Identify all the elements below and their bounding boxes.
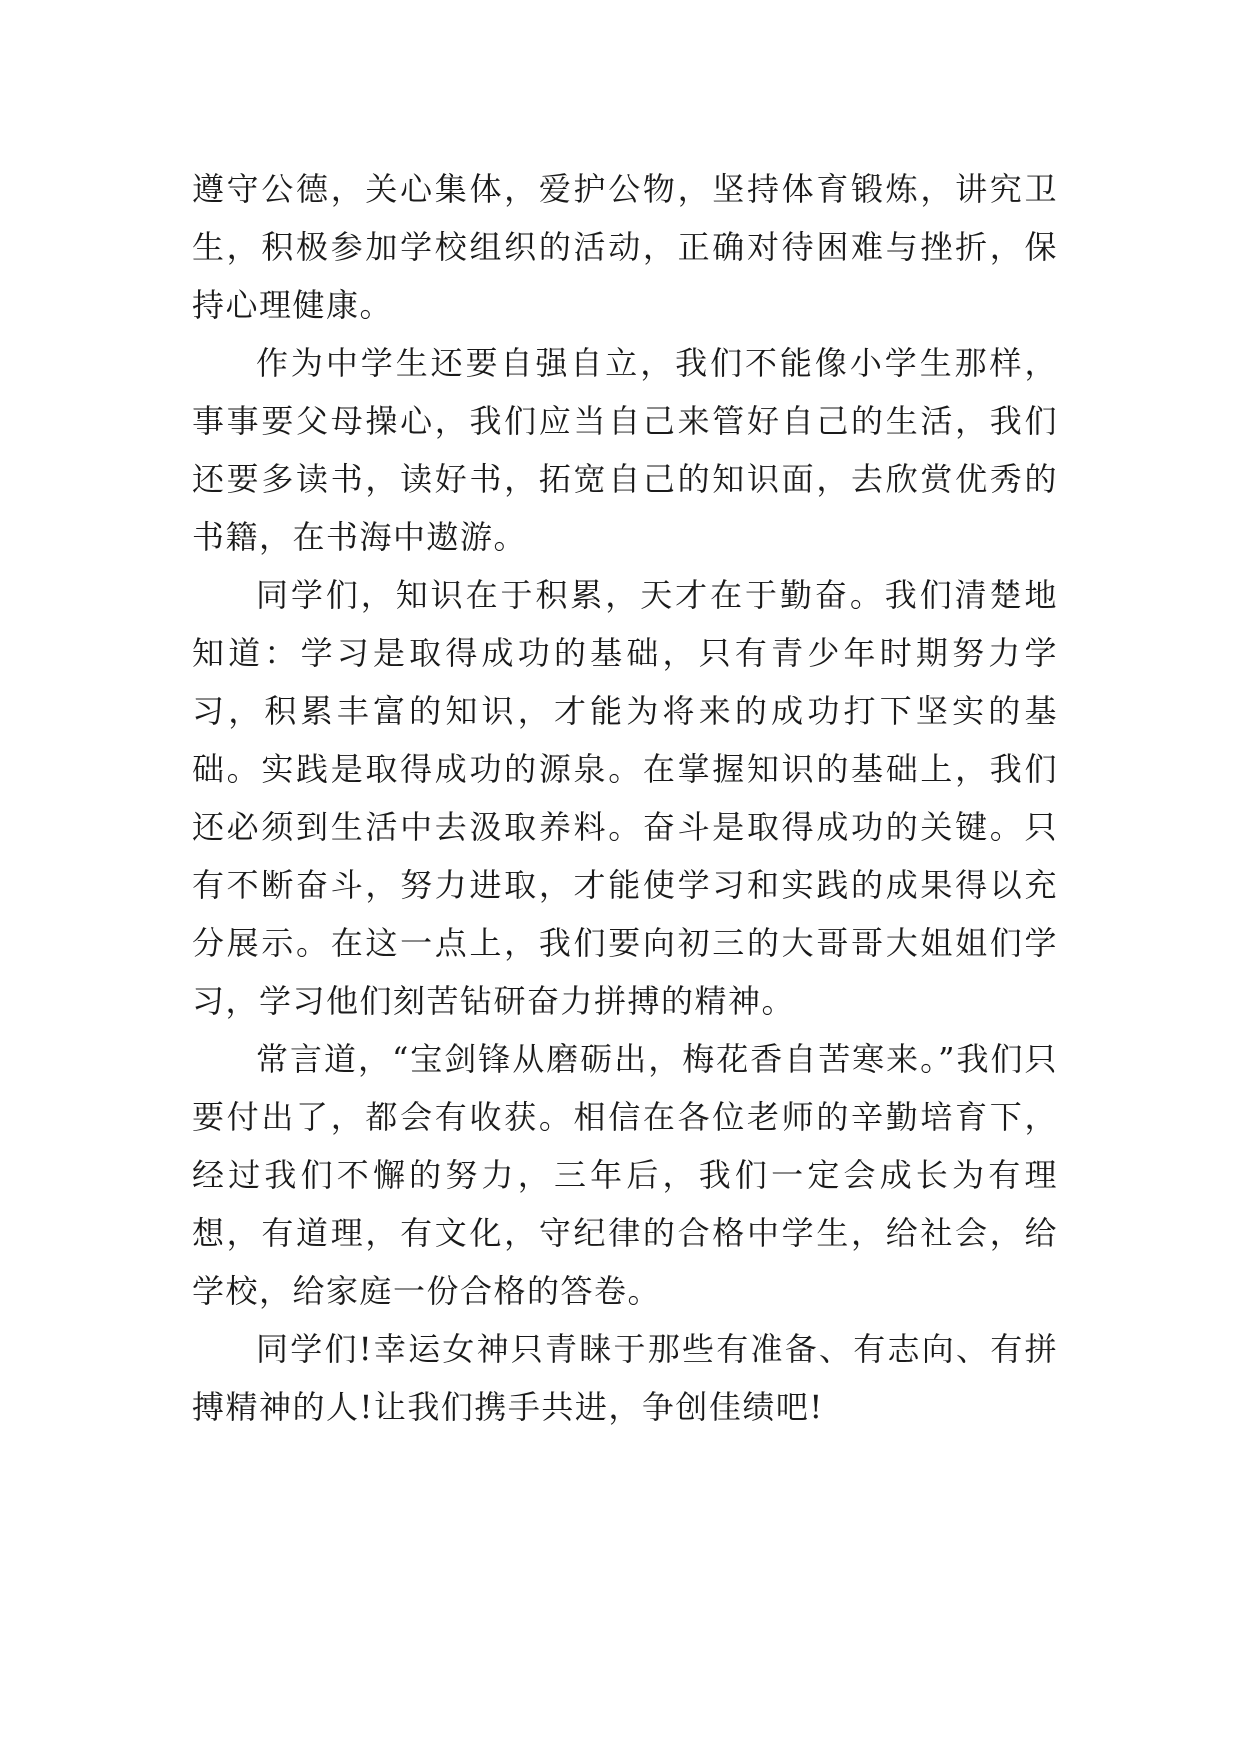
paragraph-4: 常言道，“宝剑锋从磨砺出，梅花香自苦寒来。”我们只要付出了，都会有收获。相信在各位老师的辛勤培育下，经过我们不懈的努力，三年后，我们一定会成长为有理想，有道理，有文化，守纪律的合格中学生，给社会，给学校，给家庭一份合格的答卷。 [192, 1040, 1058, 1310]
paragraph-2: 作为中学生还要自强自立，我们不能像小学生那样，事事要父母操心，我们应当自己来管好自己的生活，我们还要多读书，读好书，拓宽自己的知识面，去欣赏优秀的书籍，在书海中遨游。 [192, 344, 1058, 556]
paragraph-5: 同学们!幸运女神只青睐于那些有准备、有志向、有拼搏精神的人!让我们携手共进，争创佳绩吧! [192, 1330, 1058, 1426]
document-body [192, 160, 1058, 1436]
paragraph-1: 遵守公德，关心集体，爱护公物，坚持体育锻炼，讲究卫生，积极参加学校组织的活动，正确对待困难与挫折，保持心理健康。 [192, 170, 1058, 324]
paragraph-3: 同学们，知识在于积累，天才在于勤奋。我们清楚地知道：学习是取得成功的基础，只有青少年时期努力学习，积累丰富的知识，才能为将来的成功打下坚实的基础。实践是取得成功的源泉。在掌握知识的基础上，我们还必须到生活中去汲取养料。奋斗是取得成功的关键。只有不断奋斗，努力进取，才能使学习和实践的成果得以充分展示。在这一点上，我们要向初三的大哥哥大姐姐们学习，学习他们刻苦钻研奋力拼搏的精神。 [192, 576, 1058, 1020]
